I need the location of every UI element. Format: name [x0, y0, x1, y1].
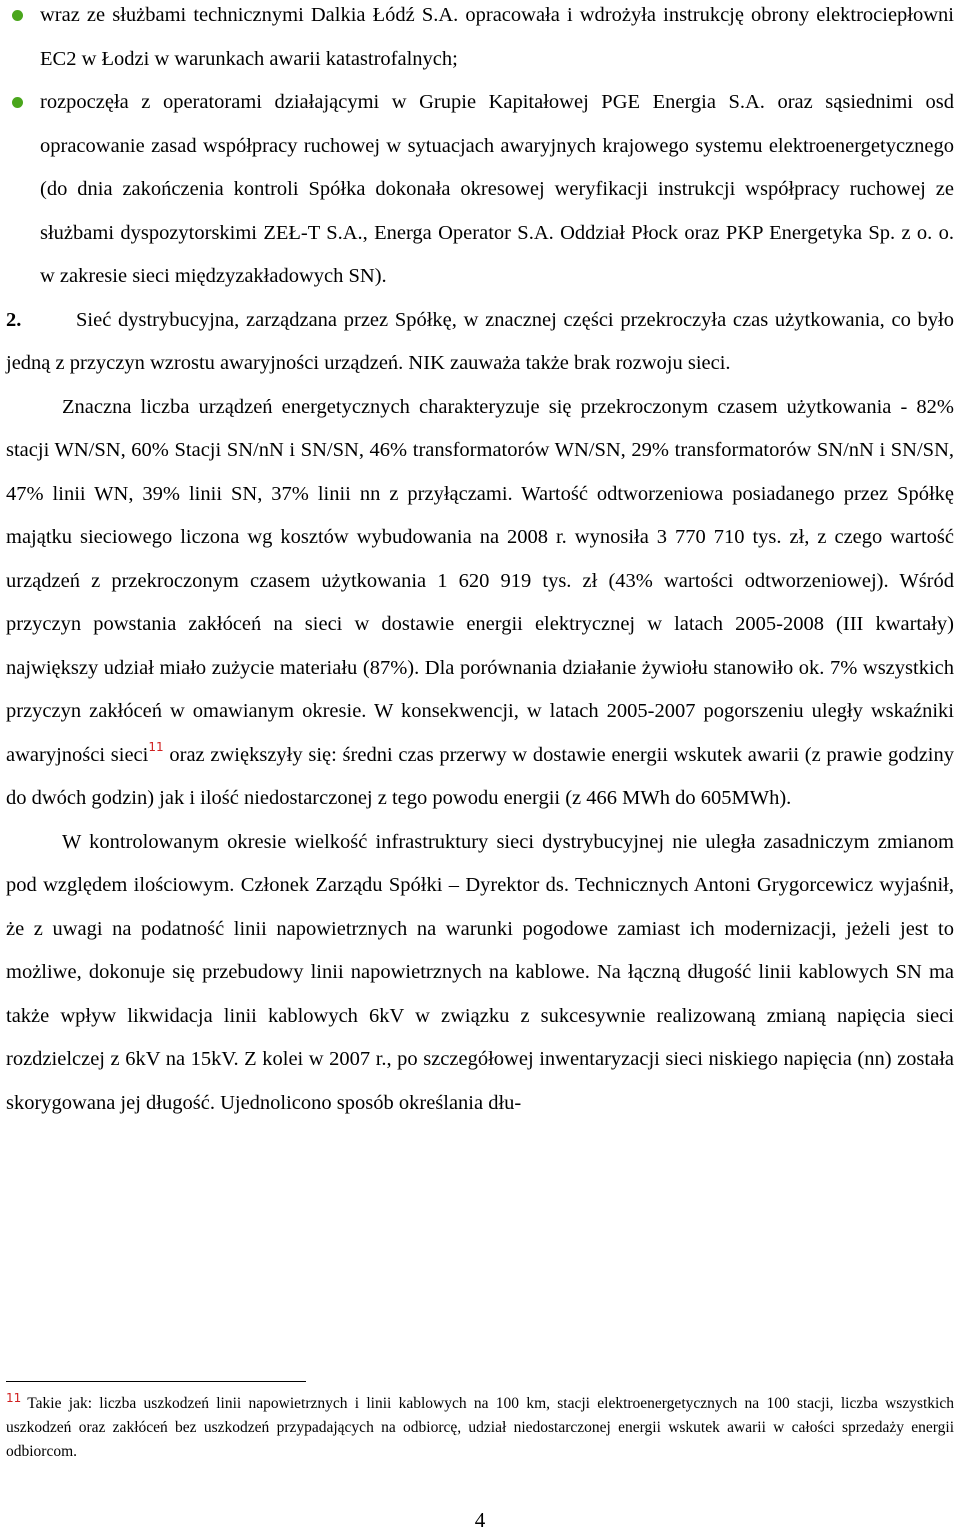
footnote-separator	[6, 1381, 306, 1382]
main-text	[6, 0, 954, 1125]
footnote	[6, 1392, 954, 1464]
bullet-icon	[12, 97, 23, 108]
section-2-text: Sieć dystrybucyjna, zarządzana przez Spółkę, w znacznej części przekroczyła czas użytkowania, co było jedną z przyczyn wzrostu awaryjności urządzeń. NIK zauważa także brak rozwoju sieci.	[6, 308, 954, 374]
footnote-reference[interactable]: 11	[148, 739, 164, 754]
paragraph-text: Znaczna liczba urządzeń energetycznych charakteryzuje się przekroczonym czasem użytkowania - 82% stacji WN/SN, 60% Stacji SN/nN i SN/SN, 46% transformatorów WN/SN, 29% transformatorów SN/nN i SN/SN, 47% linii WN, 39% linii SN, 37% linii nn z przyłączami. Wartość odtworzeniowa posiadanego przez Spółkę majątku sieciowego liczona wg kosztów wybudowania na 2008 r. wynosiła 3 770 710 tys. zł, z czego wartość urządzeń z przekroczonym czasem użytkowania 1 620 919 tys. zł (43% wartości odtworzeniowej). Wśród przyczyn powstania zakłóceń na sieci w dostawie energii elektrycznej w latach 2005-2008 (III kwartały) największy udział miało zużycie materiału (87%). Dla porównania działanie żywiołu stanowiło ok. 7% wszystkich przyczyn zakłóceń w omawianym okresie. W konsekwencji, w latach 2005-2007 pogorszeniu uległy wskaźniki awaryjności sieci	[6, 395, 954, 766]
paragraph-text-continued: oraz zwiększyły się: średni czas przerwy w dostawie energii wskutek awarii (z prawie godziny do dwóch godzin) jak i ilość niedostarczonej z tego powodu energii (z 466 MWh do 605MWh).	[6, 743, 954, 809]
bullet-icon	[12, 10, 23, 21]
list-item	[6, 81, 954, 299]
section-number: 2.	[6, 308, 22, 331]
bullet-text: wraz ze służbami technicznymi Dalkia Łódź S.A. opracowała i wdrożyła instrukcję obrony elektrociepłowni EC2 w Łodzi w warunkach awarii katastrofalnych;	[40, 4, 954, 70]
page-number: 4	[474, 1508, 486, 1532]
paragraph-infrastructure: W kontrolowanym okresie wielkość infrastruktury sieci dystrybucyjnej nie uległa zasadniczym zmianom pod względem ilościowym. Członek Zarządu Spółki – Dyrektor ds. Technicznych Antoni Grygorcewicz wyjaśnił, że z uwagi na podatność linii napowietrznych na warunki pogodowe zamiast ich modernizacji, jeżeli jest to możliwe, dokonuje się przebudowy linii napowietrznych na kablowe. Na łączną długość linii kablowych SN ma także wpływ likwidacja linii kablowych 6kV w związku z sukcesywnie realizowaną zmianą napięcia sieci rozdzielczej z 6kV na 15kV. Z kolei w 2007 r., po szczegółowej inwentaryzacji sieci niskiego napięcia (nn) została skorygowana jej długość. Ujednolicono sposób określania dłu-	[6, 830, 954, 1114]
footnote-mark: 11	[6, 1391, 22, 1405]
paragraph-assets	[6, 386, 954, 821]
footnote-text: Takie jak: liczba uszkodzeń linii napowietrznych i linii kablowych na 100 km, stacji elektroenergetycznych na 100 stacji, liczba wszystkich uszkodzeń oraz zakłóceń bez uszkodzeń przypadających na odbiorcę, udział niedostarczonej energii wskutek awarii w całości sprzedaży energii odbiorcom.	[6, 1395, 954, 1460]
list-item	[6, 0, 954, 81]
section-2-paragraph	[6, 299, 954, 386]
bullet-list	[6, 0, 954, 299]
bullet-text: rozpoczęła z operatorami działającymi w Grupie Kapitałowej PGE Energia S.A. oraz sąsiednimi osd opracowanie zasad współpracy ruchowej w sytuacjach awaryjnych krajowego systemu elektroenergetycznego (do dnia zakończenia kontroli Spółka dokonała okresowej weryfikacji instrukcji współpracy ruchowej ze służbami dyspozytorskimi ZEŁ-T S.A., Energa Operator S.A. Oddział Płock oraz PKP Energetyka Sp. z o. o. w zakresie sieci międzyzakładowych SN).	[40, 91, 954, 287]
